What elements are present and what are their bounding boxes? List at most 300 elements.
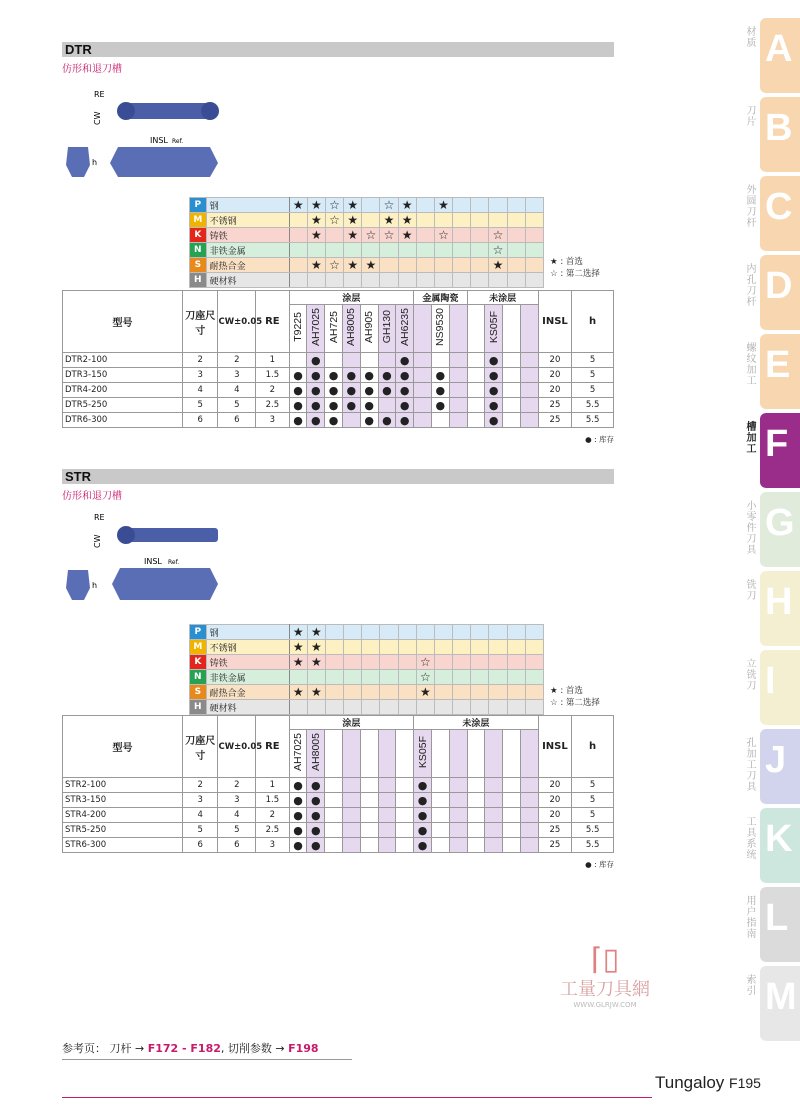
grade-mark	[325, 640, 343, 655]
stock-dot	[378, 808, 396, 823]
material-code: K	[190, 655, 207, 670]
grade-header: T9225	[289, 305, 307, 353]
material-code: N	[190, 670, 207, 685]
header-insl: INSL	[538, 291, 572, 353]
material-code: S	[190, 685, 207, 700]
h-cell: 5	[572, 793, 614, 808]
grade-mark: ★	[434, 198, 452, 213]
cw-cell: 3	[218, 368, 256, 383]
grade-mark	[344, 640, 362, 655]
stock-dot: ●	[378, 383, 396, 398]
h-cell: 5.5	[572, 838, 614, 853]
material-row-h	[190, 273, 544, 288]
tab-letter: B	[765, 107, 793, 149]
holder-cell: 3	[182, 793, 218, 808]
tab-g[interactable]	[744, 492, 800, 567]
stock-dot: ●	[431, 383, 449, 398]
grade-mark	[344, 625, 362, 640]
grade-mark	[289, 258, 307, 273]
grade-mark	[507, 640, 525, 655]
material-row-k	[190, 655, 544, 670]
re-cell: 2	[256, 808, 290, 823]
material-name: 硬材料	[206, 273, 289, 288]
header-h: h	[572, 291, 614, 353]
grade-mark: ★	[344, 198, 362, 213]
grade-mark	[380, 243, 398, 258]
grade-mark	[471, 700, 489, 715]
grade-header: KS05F	[414, 730, 432, 778]
h-cell: 5.5	[572, 823, 614, 838]
stock-dot: ●	[289, 368, 307, 383]
grade-mark	[434, 685, 452, 700]
h-cell: 5	[572, 808, 614, 823]
stock-dot: ●	[307, 808, 325, 823]
grade-mark	[489, 640, 507, 655]
model-cell: DTR2-100	[63, 353, 183, 368]
tab-label: 孔加工刀具	[744, 737, 755, 792]
grade-header	[431, 730, 449, 778]
stock-dot: ●	[485, 398, 503, 413]
stock-dot: ●	[342, 398, 360, 413]
grade-mark: ★	[307, 685, 325, 700]
insert-drawing-dtr	[60, 85, 230, 185]
stock-dot	[431, 838, 449, 853]
stock-dot	[431, 413, 449, 428]
grade-mark: ★	[289, 198, 307, 213]
stock-dot: ●	[360, 413, 378, 428]
grade-mark	[453, 670, 471, 685]
grade-mark: ★	[380, 213, 398, 228]
grade-mark: ★	[307, 213, 325, 228]
grade-mark	[362, 670, 380, 685]
grade-mark	[525, 670, 543, 685]
stock-dot	[503, 793, 521, 808]
h-cell: 5	[572, 353, 614, 368]
grade-mark	[453, 228, 471, 243]
stock-dot	[325, 838, 343, 853]
cw-cell: 2	[218, 353, 256, 368]
tab-a[interactable]	[744, 18, 800, 93]
stock-dot: ●	[485, 353, 503, 368]
stock-dot	[503, 353, 521, 368]
holder-cell: 6	[182, 838, 218, 853]
tab-f[interactable]	[744, 413, 800, 488]
header-coated: 涂层	[289, 716, 414, 730]
tab-l[interactable]	[744, 887, 800, 962]
material-code: S	[190, 258, 207, 273]
stock-dot: ●	[485, 368, 503, 383]
grade-mark: ★	[307, 625, 325, 640]
model-cell: STR2-100	[63, 778, 183, 793]
cw-cell: 4	[218, 808, 256, 823]
tab-j[interactable]	[744, 729, 800, 804]
grade-mark	[289, 228, 307, 243]
footer-divider	[62, 1097, 652, 1098]
table-row	[63, 383, 614, 398]
material-row-n	[190, 243, 544, 258]
stock-dot: ●	[378, 368, 396, 383]
grade-mark	[453, 625, 471, 640]
grade-mark	[344, 243, 362, 258]
grade-header	[467, 305, 485, 353]
grade-mark: ☆	[489, 228, 507, 243]
grade-mark: ★	[289, 655, 307, 670]
stock-dot: ●	[414, 808, 432, 823]
grade-mark	[398, 685, 416, 700]
grade-mark	[489, 273, 507, 288]
tab-label: 立铣刀	[744, 658, 755, 691]
svg-text:CW: CW	[93, 534, 102, 548]
table-row	[63, 413, 614, 428]
model-cell: DTR5-250	[63, 398, 183, 413]
stock-dot	[485, 778, 503, 793]
grade-mark	[453, 273, 471, 288]
grade-mark	[507, 655, 525, 670]
grade-mark	[289, 700, 307, 715]
svg-text:RE: RE	[94, 513, 105, 522]
holder-cell: 5	[182, 823, 218, 838]
grade-mark: ☆	[380, 198, 398, 213]
grade-mark	[489, 198, 507, 213]
grade-mark	[325, 685, 343, 700]
stock-dot	[503, 823, 521, 838]
tab-label: 外圆刀杆	[744, 184, 755, 228]
stock-dot	[485, 823, 503, 838]
grade-mark	[325, 228, 343, 243]
stock-dot	[467, 398, 485, 413]
stock-dot	[289, 353, 307, 368]
grade-mark	[434, 243, 452, 258]
grade-header: AH8005	[342, 305, 360, 353]
insl-cell: 20	[538, 353, 572, 368]
grade-mark	[325, 625, 343, 640]
material-code: K	[190, 228, 207, 243]
re-cell: 3	[256, 413, 290, 428]
insl-cell: 20	[538, 778, 572, 793]
grade-mark	[380, 700, 398, 715]
grade-mark: ★	[307, 258, 325, 273]
grade-mark: ★	[307, 655, 325, 670]
holder-cell: 2	[182, 353, 218, 368]
stock-dot	[449, 368, 467, 383]
insl-cell: 20	[538, 793, 572, 808]
stock-dot: ●	[325, 368, 343, 383]
stock-dot	[503, 778, 521, 793]
stock-dot: ●	[342, 383, 360, 398]
grade-mark	[398, 670, 416, 685]
header-cw: CW±0.05	[218, 291, 256, 353]
stock-dot	[360, 353, 378, 368]
svg-text:INSL: INSL	[144, 557, 162, 566]
grade-mark	[434, 213, 452, 228]
stock-dot	[520, 383, 538, 398]
stock-dot	[378, 398, 396, 413]
table-row	[63, 823, 614, 838]
stock-dot: ●	[485, 383, 503, 398]
stock-dot	[485, 838, 503, 853]
stock-dot	[360, 808, 378, 823]
stock-dot	[520, 793, 538, 808]
table-row	[63, 368, 614, 383]
stock-dot	[449, 413, 467, 428]
grade-mark	[307, 700, 325, 715]
stock-dot	[414, 353, 432, 368]
tab-letter: L	[765, 897, 789, 939]
spec-table-str	[62, 715, 614, 853]
stock-dot	[503, 368, 521, 383]
svg-text:RE: RE	[94, 90, 105, 99]
grade-mark	[398, 258, 416, 273]
grade-mark: ★	[362, 258, 380, 273]
stock-dot: ●	[307, 838, 325, 853]
grade-mark: ★	[307, 198, 325, 213]
holder-cell: 2	[182, 778, 218, 793]
tab-label: 材质	[744, 26, 755, 48]
stock-dot	[503, 838, 521, 853]
stock-dot	[467, 413, 485, 428]
stock-dot	[360, 838, 378, 853]
grade-mark	[507, 258, 525, 273]
stock-dot	[520, 353, 538, 368]
grade-mark: ★	[398, 213, 416, 228]
stock-dot	[467, 383, 485, 398]
insl-cell: 25	[538, 838, 572, 853]
section-subtitle-str: 仿形和退刀槽	[62, 491, 122, 502]
grade-mark	[489, 625, 507, 640]
tab-i[interactable]	[744, 650, 800, 725]
grade-mark	[525, 198, 543, 213]
grade-mark	[362, 243, 380, 258]
cw-cell: 2	[218, 778, 256, 793]
re-cell: 2.5	[256, 823, 290, 838]
grade-header: NS9530	[431, 305, 449, 353]
grade-mark	[380, 640, 398, 655]
grade-mark	[471, 655, 489, 670]
model-cell: DTR6-300	[63, 413, 183, 428]
re-cell: 1.5	[256, 368, 290, 383]
stock-dot: ●	[396, 353, 414, 368]
tab-letter: I	[765, 660, 776, 702]
stock-dot	[396, 778, 414, 793]
tab-e[interactable]	[744, 334, 800, 409]
stock-dot: ●	[307, 353, 325, 368]
tab-k[interactable]	[744, 808, 800, 883]
material-code: M	[190, 640, 207, 655]
table-row	[63, 398, 614, 413]
re-cell: 1	[256, 353, 290, 368]
stock-dot	[449, 838, 467, 853]
stock-dot	[503, 398, 521, 413]
grade-mark: ☆	[434, 228, 452, 243]
tab-label: 小零件刀具	[744, 500, 755, 555]
re-cell: 1	[256, 778, 290, 793]
grade-mark	[471, 213, 489, 228]
stock-dot	[449, 383, 467, 398]
grade-mark	[416, 243, 434, 258]
stock-dot	[431, 353, 449, 368]
stock-dot: ●	[414, 778, 432, 793]
grade-mark	[380, 273, 398, 288]
header-re: RE	[256, 716, 290, 778]
stock-dot: ●	[307, 383, 325, 398]
grade-header: AH7025	[289, 730, 307, 778]
grade-header	[396, 730, 414, 778]
insl-cell: 25	[538, 398, 572, 413]
header-model: 型号	[63, 716, 183, 778]
header-holder: 刀座尺寸	[182, 291, 218, 353]
grade-mark	[489, 700, 507, 715]
grade-mark	[525, 228, 543, 243]
grade-mark	[525, 640, 543, 655]
tab-d[interactable]	[744, 255, 800, 330]
grade-header	[325, 730, 343, 778]
ref-link-cutting[interactable]: F198	[288, 1042, 319, 1055]
ref-link-holder[interactable]: F172 - F182	[147, 1042, 221, 1055]
stock-dot	[467, 808, 485, 823]
legend-str: ★ : 首选 ☆ : 第二选择	[550, 686, 600, 708]
grade-header	[449, 730, 467, 778]
svg-text:Ref.: Ref.	[172, 138, 184, 145]
grade-mark	[325, 273, 343, 288]
cw-cell: 4	[218, 383, 256, 398]
stock-dot	[414, 368, 432, 383]
material-grade-table-dtr	[189, 197, 544, 288]
grade-mark: ☆	[362, 228, 380, 243]
grade-header	[467, 730, 485, 778]
re-cell: 3	[256, 838, 290, 853]
stock-dot	[520, 368, 538, 383]
grade-header	[520, 730, 538, 778]
stock-dot: ●	[325, 398, 343, 413]
model-cell: STR4-200	[63, 808, 183, 823]
grade-mark	[507, 685, 525, 700]
table-row	[63, 778, 614, 793]
grade-mark: ☆	[416, 655, 434, 670]
material-code: H	[190, 273, 207, 288]
cw-cell: 5	[218, 398, 256, 413]
stock-dot	[485, 793, 503, 808]
grade-mark	[434, 670, 452, 685]
header-uncoated: 未涂层	[414, 716, 538, 730]
tab-label: 刀片	[744, 105, 755, 127]
stock-dot	[467, 838, 485, 853]
stock-dot: ●	[307, 823, 325, 838]
footer-brand: Tungaloy F195	[655, 1073, 761, 1092]
section-subtitle-dtr: 仿形和退刀槽	[62, 64, 122, 75]
grade-mark	[525, 685, 543, 700]
grade-header	[360, 730, 378, 778]
grade-mark: ★	[307, 640, 325, 655]
material-row-s	[190, 685, 544, 700]
stock-dot	[342, 808, 360, 823]
tab-letter: M	[765, 976, 797, 1018]
grade-mark	[453, 213, 471, 228]
grade-mark	[471, 228, 489, 243]
grade-mark: ★	[289, 685, 307, 700]
grade-mark	[471, 258, 489, 273]
grade-mark	[525, 700, 543, 715]
grade-mark	[471, 625, 489, 640]
stock-dot: ●	[289, 778, 307, 793]
grade-mark	[416, 213, 434, 228]
grade-mark: ★	[344, 258, 362, 273]
stock-dot	[360, 793, 378, 808]
grade-mark	[416, 273, 434, 288]
grade-mark	[507, 228, 525, 243]
stock-dot	[449, 823, 467, 838]
header-holder: 刀座尺寸	[182, 716, 218, 778]
grade-header: KS05F	[485, 305, 503, 353]
stock-dot	[520, 413, 538, 428]
stock-dot: ●	[289, 398, 307, 413]
stock-dot: ●	[485, 413, 503, 428]
stock-dot: ●	[396, 398, 414, 413]
stock-dot	[342, 413, 360, 428]
tab-c[interactable]	[744, 176, 800, 251]
tab-b[interactable]	[744, 97, 800, 172]
grade-mark	[453, 243, 471, 258]
grade-mark	[453, 700, 471, 715]
cw-cell: 5	[218, 823, 256, 838]
grade-mark	[525, 655, 543, 670]
grade-mark	[289, 213, 307, 228]
h-cell: 5.5	[572, 413, 614, 428]
grade-mark	[434, 700, 452, 715]
stock-dot	[396, 823, 414, 838]
grade-mark	[507, 198, 525, 213]
grade-header	[503, 730, 521, 778]
tab-h[interactable]	[744, 571, 800, 646]
grade-mark	[289, 670, 307, 685]
material-name: 铸铁	[206, 228, 289, 243]
holder-cell: 6	[182, 413, 218, 428]
stock-dot: ●	[289, 383, 307, 398]
tab-label: 索引	[744, 974, 755, 996]
header-model: 型号	[63, 291, 183, 353]
grade-mark	[344, 670, 362, 685]
grade-mark	[471, 198, 489, 213]
svg-text:Ref.: Ref.	[168, 559, 180, 566]
grade-mark	[453, 258, 471, 273]
stock-dot	[467, 368, 485, 383]
stock-dot	[467, 353, 485, 368]
tab-m[interactable]	[744, 966, 800, 1041]
grade-mark	[453, 685, 471, 700]
re-cell: 2.5	[256, 398, 290, 413]
material-grade-table-str	[189, 624, 544, 715]
h-cell: 5	[572, 778, 614, 793]
grade-header: AH6235	[396, 305, 414, 353]
grade-mark	[416, 258, 434, 273]
stock-dot	[414, 383, 432, 398]
grade-mark	[416, 198, 434, 213]
grade-mark	[471, 685, 489, 700]
grade-mark: ☆	[416, 670, 434, 685]
grade-mark	[471, 273, 489, 288]
grade-mark	[525, 273, 543, 288]
stock-dot	[342, 793, 360, 808]
grade-mark	[362, 625, 380, 640]
grade-mark	[507, 273, 525, 288]
grade-mark	[362, 640, 380, 655]
grade-mark	[307, 670, 325, 685]
insl-cell: 25	[538, 413, 572, 428]
stock-dot: ●	[307, 368, 325, 383]
stock-dot	[431, 793, 449, 808]
material-name: 非铁金属	[206, 243, 289, 258]
chapter-tabs	[744, 18, 800, 1045]
grade-header: AH8005	[307, 730, 325, 778]
